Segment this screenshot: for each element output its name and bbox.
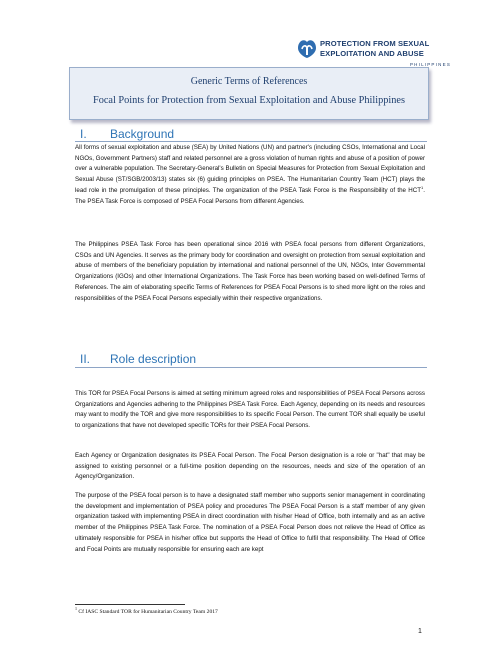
- paragraph: This TOR for PSEA Focal Persons is aimed at setting minimum agreed roles and responsibilities of PSEA Focal Persons across Organizations and Agencies adhering to the Philippines PSEA Task Force. Each Agency, depending on its needs and resources may want to modify the TOR and give more responsibilities to its specific Focal Person. The current TOR shall equally be useful to organizations that have not developed specific TORs for their PSEA Focal Persons.: [75, 390, 425, 430]
- footnote-marker: 1: [75, 606, 77, 612]
- paragraph: Each Agency or Organization designates its PSEA Focal Person. The Focal Person designation is a role or "hat" that may be assigned to existing personnel or a full-time position depending on the resources, needs and size of the operation of an Agency/Organization.: [75, 452, 425, 481]
- paragraph: The purpose of the PSEA focal person is to have a designated staff member who supports senior management in coordinating the development and implementation of PSEA policy and procedures The PSEA Focal Person is a staff member of any given organization tasked with implementing PSEA in direct coordination with his/her Head of Office, both internally and as an active member of the Philippines PSEA Task Force. The nomination of a PSEA Focal Person does not relieve the Head of Office as ultimately responsible for PSEA in his/her office but supports the Head of Office to fulfil that responsibility. The Head of Office and Focal Points are mutually responsible for ensuring each are kept: [75, 492, 425, 553]
- section-divider: [75, 367, 427, 368]
- logo-subtext: P H I L I P P I N E S: [410, 62, 450, 67]
- paragraph-text: All forms of sexual exploitation and abuse (SEA) by United Nations (UN) and partner's (including CSOs, International and Local NGOs, Government Partners) staff and related personnel are a gross violation of human rights and abuse of a position of power over a vulnerable population. The Secretary-General's Bulletin on Special Measures for Protection from Sexual Exploitation and Sexual Abuse (ST/SGB/2003/13) states six (6) guiding principles on PSEA. The Humanitarian Country Team (HCT) plays the lead role in the promulgation of these principles. The organization of the PSEA Task Force is the Responsibility of the HCT: [75, 144, 425, 194]
- document-subtitle: Focal Points for Protection from Sexual Exploitation and Abuse Philippines: [92, 95, 406, 106]
- footnote: [75, 606, 218, 615]
- footnote-divider: [75, 604, 185, 605]
- section-number: II.: [80, 352, 91, 366]
- document-title: Generic Terms of References: [190, 76, 308, 87]
- paragraph-text-tail: . The PSEA Task Force is composed of PSEA Focal Persons from different Agencies.: [75, 186, 425, 205]
- section-title: Role description: [110, 352, 197, 366]
- logo-text-line1: PROTECTION FROM SEXUAL: [320, 39, 430, 48]
- paragraph: The Philippines PSEA Task Force has been operational since 2016 with PSEA focal persons from different Organizations, CSOs and UN Agencies. It serves as the primary body for coordination and oversight on protection from sexual exploitation and abuse of members of the beneficiary population by international and national personnel of the UN, NGOs, Inter Governmental Organizations (IGOs) and other International Organizations. The Task Force has been working based on well-defined Terms of References. The aim of elaborating specific Terms of References for PSEA Focal Persons is to shed more light on the roles and responsibilities of the PSEA Focal Persons especially within their respective organizations.: [75, 241, 425, 302]
- section-heading-background: [80, 127, 174, 141]
- footnote-text: Cf IASC Standard TOR for Humanitarian Country Team 2017: [77, 609, 218, 615]
- section-heading-role-description: [80, 352, 196, 366]
- paragraph: [75, 143, 425, 207]
- page-number: 1: [418, 628, 422, 635]
- logo-text-line2: EXPLOITATION AND ABUSE: [320, 49, 424, 58]
- hands-shield-icon: [296, 36, 318, 60]
- section-divider: [75, 141, 427, 142]
- footnote-ref: 1: [421, 184, 424, 190]
- section-title: Background: [110, 127, 175, 141]
- section-number: I.: [80, 127, 87, 141]
- title-box: [69, 67, 429, 120]
